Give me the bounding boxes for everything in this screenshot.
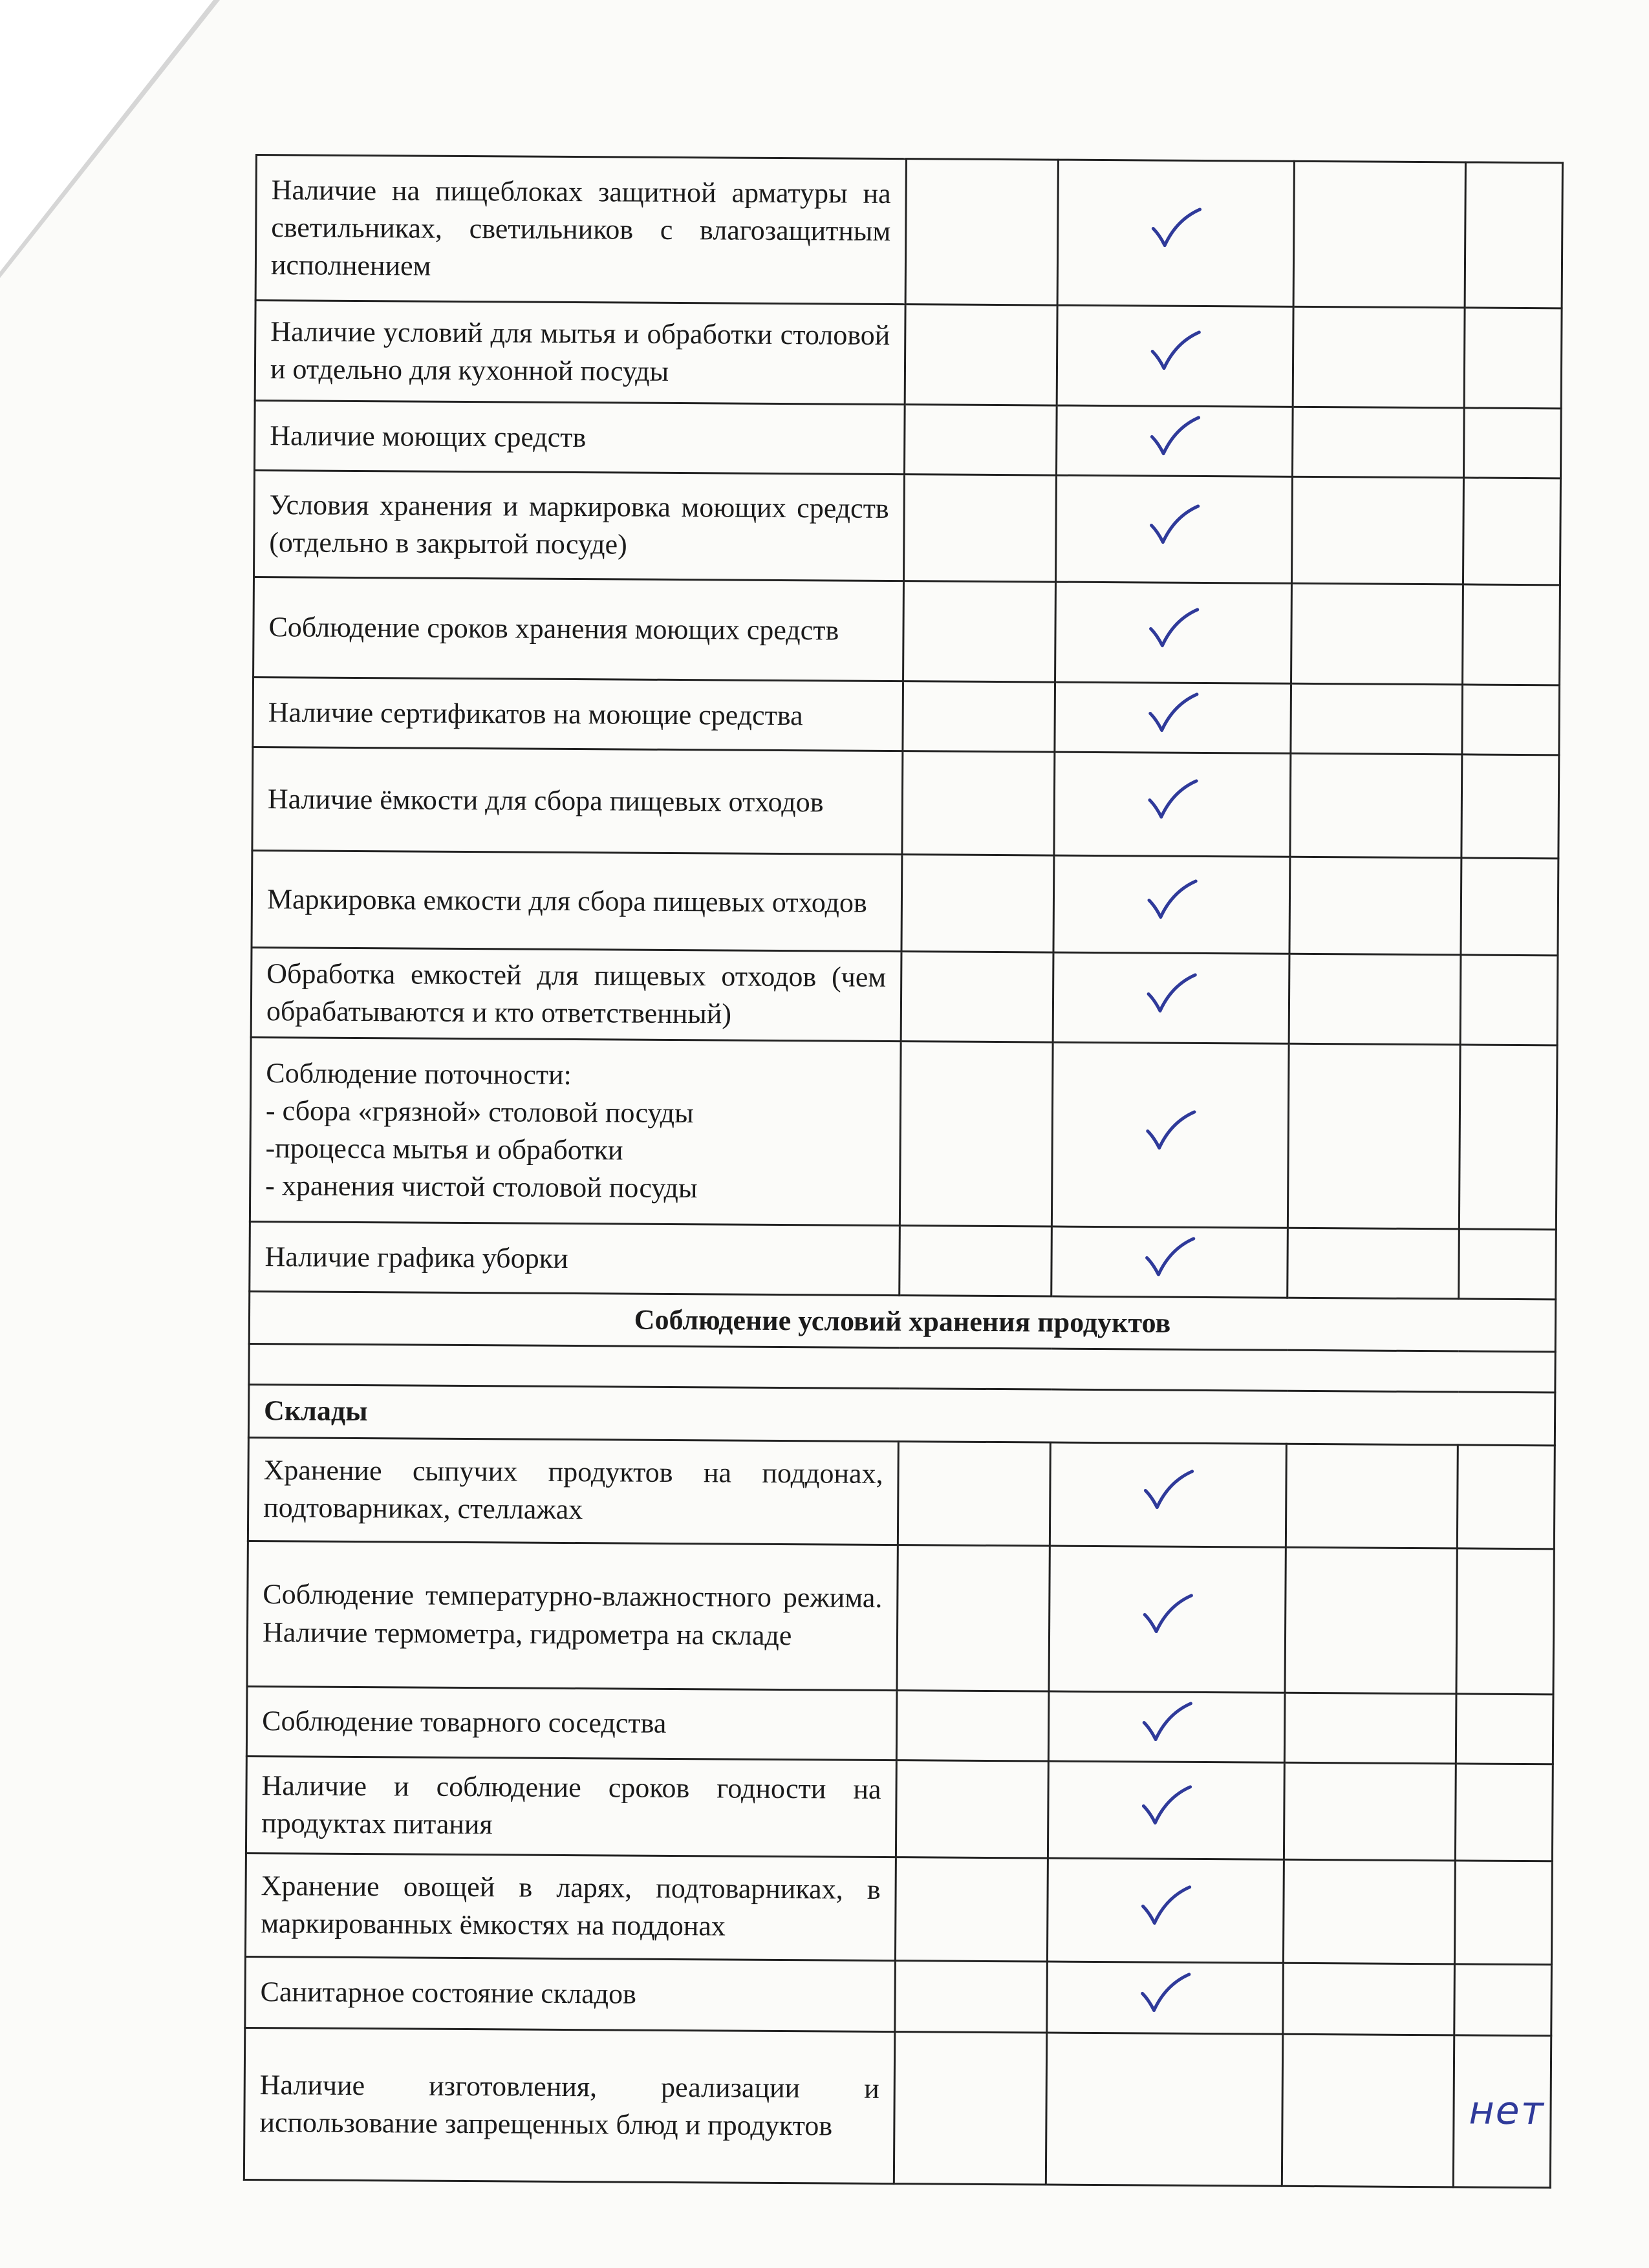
mark-cell-3: [1289, 857, 1461, 955]
section-title: Соблюдение условий хранения продуктов: [249, 1292, 1555, 1352]
mark-cell-3: [1291, 583, 1463, 685]
mark-cell-yes: [1053, 855, 1290, 954]
mark-cell-4: [1464, 308, 1562, 409]
mark-cell-4: [1465, 162, 1562, 308]
mark-cell-yes: [1048, 1691, 1285, 1762]
checklist-row: [255, 401, 1562, 478]
checklist-row: [245, 1853, 1552, 1964]
checkmark-icon: [1137, 1970, 1192, 2016]
mark-cell-3: [1282, 2034, 1454, 2187]
criterion-text: Наличие ёмкости для сбора пищевых отходов: [252, 747, 903, 855]
checklist-rows: [244, 155, 1562, 2188]
criterion-text: Наличие моющих средств: [255, 401, 905, 475]
mark-cell-yes: [1054, 752, 1291, 857]
checkmark-icon: [1137, 1883, 1193, 1929]
criterion-text: Соблюдение температурно-влажностного режима. Наличие термометра, гидрометра на складе: [247, 1541, 898, 1690]
mark-cell-yes: [1051, 1042, 1289, 1228]
mark-cell-4: [1460, 955, 1558, 1045]
mark-cell-1: [896, 1760, 1048, 1857]
mark-cell-1: [905, 159, 1058, 305]
criterion-text: Наличие изготовления, реализации и использование запрещенных блюд и продуктов: [244, 2027, 894, 2183]
checkmark-icon: [1144, 877, 1200, 923]
checklist-row: [248, 1437, 1555, 1548]
mark-cell-4: [1463, 584, 1560, 685]
mark-cell-1: [896, 1690, 1049, 1761]
mark-cell-3: [1285, 1547, 1457, 1694]
checkmark-icon: [1145, 690, 1201, 736]
mark-cell-4: [1461, 754, 1559, 859]
checklist-row: [254, 471, 1561, 585]
mark-cell-3: [1293, 161, 1465, 308]
mark-cell-4: [1463, 408, 1561, 478]
criterion-text: Соблюдение товарного соседства: [246, 1686, 897, 1760]
mark-cell-yes: [1053, 952, 1289, 1043]
checkmark-icon: [1145, 777, 1200, 823]
checkmark-icon: [1145, 605, 1201, 651]
criterion-text: Наличие условий для мытья и обработки столовой и отдельно для кухонной посуды: [255, 301, 905, 405]
mark-cell-yes: [1056, 405, 1293, 476]
mark-cell-yes: [1057, 160, 1294, 306]
checkmark-icon: [1138, 1782, 1194, 1828]
mark-cell-1: [902, 751, 1055, 855]
mark-cell-1: [903, 681, 1055, 753]
criterion-text: Наличие и соблюдение сроков годности на продуктах питания: [246, 1756, 896, 1857]
checkmark-icon: [1147, 413, 1202, 459]
checkmark-icon: [1141, 1235, 1197, 1281]
checkmark-icon: [1143, 1107, 1198, 1153]
mark-cell-1: [901, 952, 1053, 1043]
mark-cell-1: [898, 1441, 1050, 1545]
mark-cell-yes: [1049, 1546, 1286, 1693]
mark-cell-4: [1459, 1045, 1557, 1230]
mark-cell-yes: [1055, 475, 1292, 583]
mark-cell-1: [904, 405, 1057, 476]
checklist-row: [252, 747, 1559, 859]
checklist-row: [246, 1756, 1553, 1861]
checklist-table: [243, 154, 1564, 2188]
mark-cell-3: [1284, 1693, 1456, 1764]
checklist-row: [250, 1038, 1557, 1230]
checkmark-icon: [1148, 206, 1203, 251]
mark-cell-1: [900, 1226, 1052, 1297]
checklist-row: [255, 155, 1562, 308]
criterion-text: Наличие на пищеблоках защитной арматуры на светильниках, светильников с влагозащитным исполнением: [255, 155, 906, 305]
mark-cell-3: [1283, 1963, 1455, 2035]
checkmark-icon: [1139, 1699, 1194, 1745]
mark-cell-3: [1293, 306, 1465, 408]
handwritten-note: нет: [1469, 2088, 1545, 2134]
checkmark-icon: [1147, 328, 1203, 374]
mark-cell-1: [903, 581, 1056, 682]
checklist-row: [250, 1222, 1557, 1300]
criterion-text: Хранение сыпучих продуктов на поддонах, подтоварниках, стеллажах: [248, 1437, 898, 1545]
mark-cell-3: [1288, 1044, 1460, 1230]
mark-cell-yes: [1055, 682, 1291, 753]
checklist-row: [252, 851, 1558, 956]
subsection-header-row: [248, 1385, 1555, 1445]
mark-cell-3: [1283, 1859, 1455, 1964]
mark-cell-4: [1454, 1964, 1552, 2036]
checklist-row: [255, 301, 1562, 409]
mark-cell-yes: [1046, 2033, 1282, 2186]
mark-cell-3: [1284, 1762, 1456, 1861]
mark-cell-1: [895, 1857, 1048, 1961]
checklist-row: [245, 1956, 1552, 2035]
mark-cell-1: [901, 855, 1054, 952]
mark-cell-4: [1462, 685, 1560, 755]
mark-cell-yes: [1055, 582, 1292, 683]
criterion-text: Маркировка емкости для сбора пищевых отходов: [252, 851, 902, 952]
section-header-row: [249, 1292, 1555, 1352]
mark-cell-3: [1288, 1228, 1460, 1300]
mark-cell-yes: [1047, 1962, 1284, 2034]
criterion-text: Обработка емкостей для пищевых отходов (чем обрабатываются и кто ответственный): [251, 948, 901, 1042]
mark-cell-4: [1461, 858, 1558, 956]
mark-cell-4: [1454, 1861, 1552, 1965]
mark-cell-3: [1291, 683, 1463, 754]
checkmark-icon: [1140, 1467, 1196, 1513]
mark-cell-3: [1292, 407, 1464, 478]
mark-cell-yes: [1047, 1858, 1284, 1963]
mark-cell-1: [894, 2031, 1046, 2184]
criterion-text: Соблюдение поточности: - сбора «грязной» столовой посуды -процесса мытья и обработки - хранения чистой столовой посуды: [250, 1038, 901, 1226]
mark-cell-1: [900, 1042, 1053, 1226]
criterion-text: Хранение овощей в ларях, подтоварниках, в маркированных ёмкостях на поддонах: [245, 1853, 896, 1960]
checklist-row: [247, 1541, 1554, 1694]
subsection-title: Склады: [248, 1385, 1555, 1445]
mark-cell-1: [895, 1960, 1048, 2032]
criterion-text: Санитарное состояние складов: [245, 1956, 896, 2031]
mark-cell-4: [1453, 2035, 1551, 2188]
mark-cell-yes: [1048, 1761, 1284, 1859]
mark-cell-4: [1456, 1548, 1554, 1694]
mark-cell-4: [1456, 1693, 1553, 1764]
criterion-text: Условия хранения и маркировка моющих средств (отдельно в закрытой посуде): [254, 471, 905, 581]
checkmark-icon: [1139, 1591, 1195, 1637]
checkmark-icon: [1143, 970, 1199, 1016]
mark-cell-yes: [1057, 305, 1293, 407]
checkmark-icon: [1146, 502, 1202, 548]
checklist-row: [246, 1686, 1553, 1764]
mark-cell-3: [1289, 954, 1461, 1045]
mark-cell-4: [1457, 1444, 1555, 1548]
criterion-text: Наличие сертификатов на моющие средства: [253, 678, 903, 751]
checklist-row: [244, 2027, 1551, 2187]
mark-cell-3: [1290, 753, 1462, 858]
mark-cell-1: [897, 1545, 1050, 1691]
mark-cell-1: [903, 475, 1056, 582]
checklist-row: [253, 678, 1560, 755]
mark-cell-1: [905, 305, 1057, 405]
mark-cell-4: [1463, 478, 1560, 585]
mark-cell-yes: [1051, 1226, 1288, 1298]
mark-cell-4: [1455, 1764, 1553, 1861]
criterion-text: Наличие графика уборки: [250, 1222, 900, 1296]
mark-cell-3: [1286, 1444, 1458, 1548]
mark-cell-yes: [1050, 1442, 1286, 1547]
checklist-row: [251, 948, 1558, 1045]
mark-cell-4: [1459, 1229, 1557, 1300]
criterion-text: Соблюдение сроков хранения моющих средств: [253, 577, 904, 681]
mark-cell-3: [1291, 476, 1463, 584]
checklist-row: [253, 577, 1560, 685]
